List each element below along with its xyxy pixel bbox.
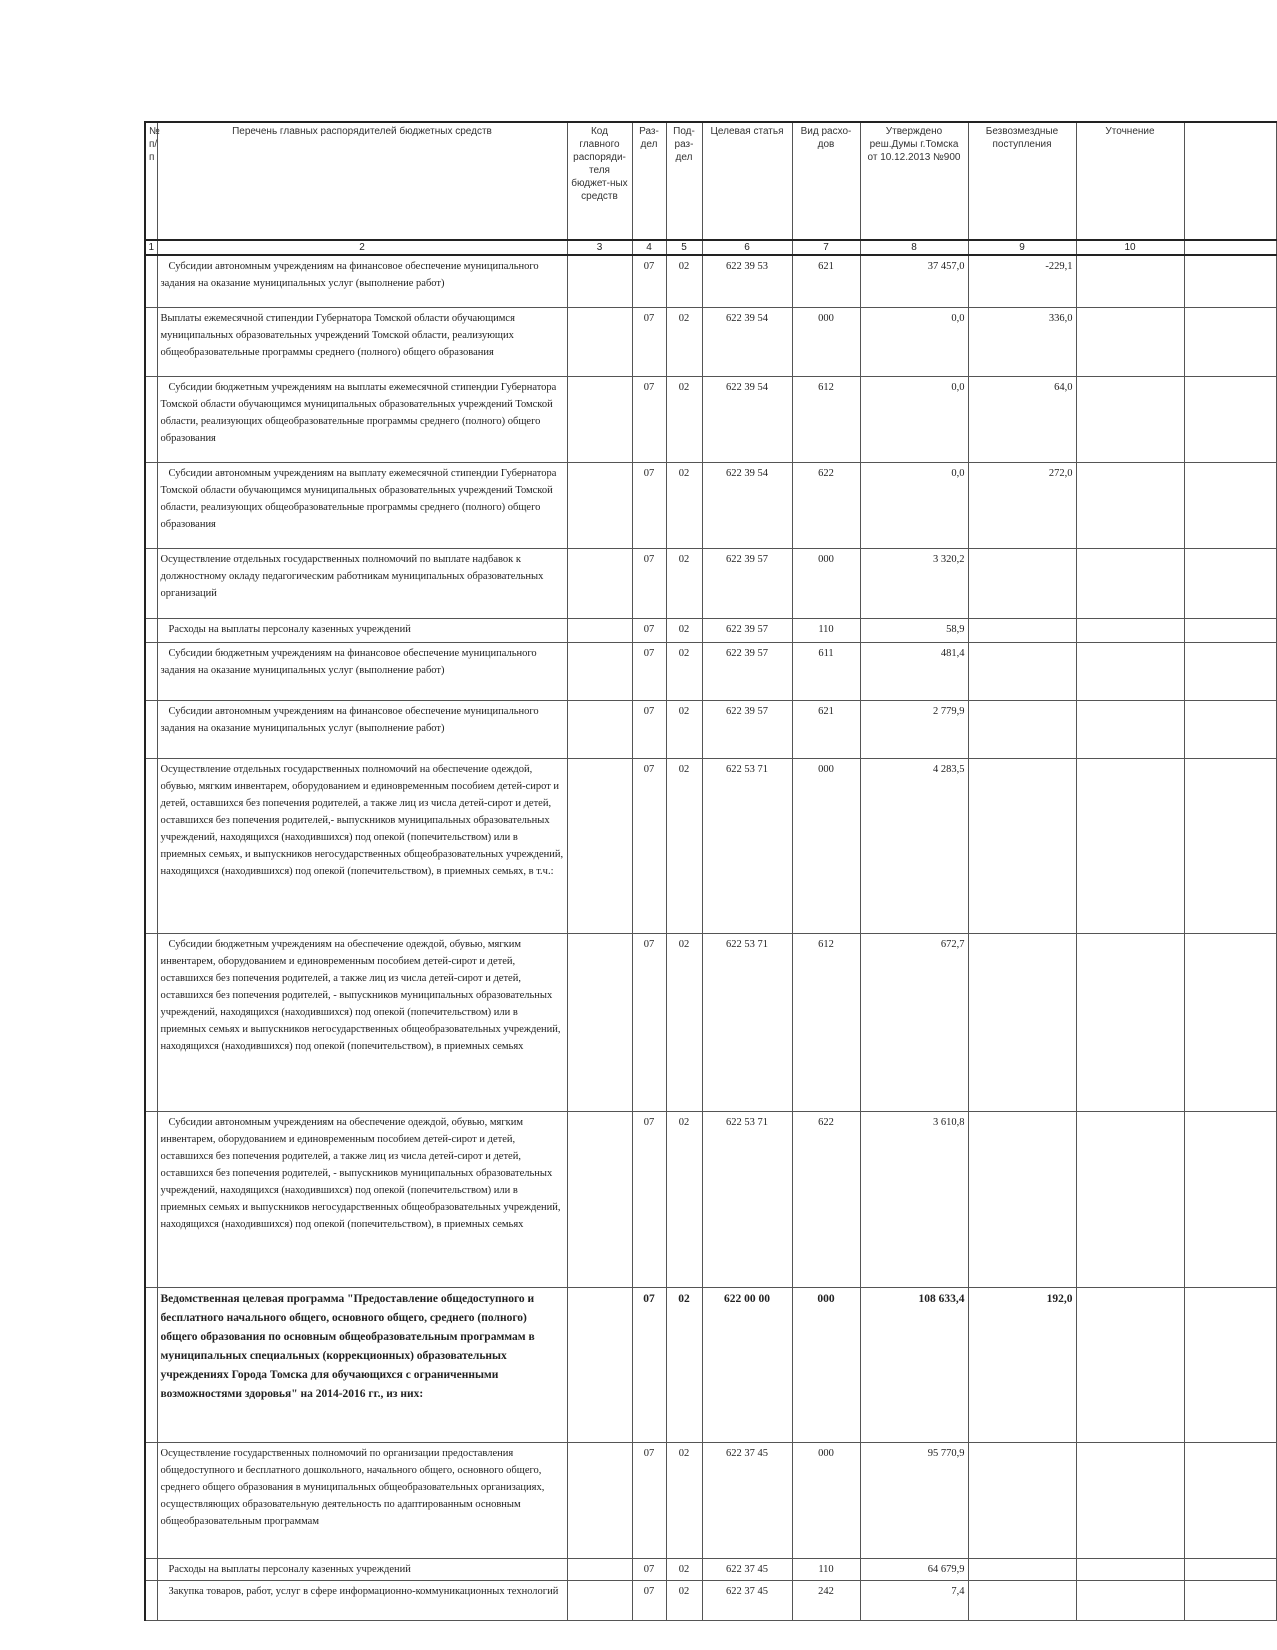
cell-extra	[1184, 1442, 1276, 1558]
cell-extra	[1184, 700, 1276, 758]
cell-name: Осуществление государственных полномочий по организации предоставления общедоступного и бесплатного дошкольного, начального общего, основного общего, среднего общего образования в муниципальных общеобразовательных организациях, осуществляющих образовательную деятельность по адаптированным основным общеобразовательным программам	[157, 1442, 567, 1558]
cell-refinement	[1076, 618, 1184, 642]
cell-refinement	[1076, 933, 1184, 1111]
cell-section: 07	[632, 700, 666, 758]
cell-grants	[968, 700, 1076, 758]
cell-extra	[1184, 758, 1276, 933]
cell-name: Закупка товаров, работ, услуг в сфере информационно-коммуникационных технологий	[157, 1580, 567, 1620]
cell-expense-type: 000	[792, 1287, 860, 1442]
cell-subsection: 02	[666, 618, 702, 642]
column-number: 9	[968, 240, 1076, 255]
cell-extra	[1184, 933, 1276, 1111]
cell-expense-type: 612	[792, 376, 860, 462]
table-row	[145, 933, 1276, 1111]
column-number: 8	[860, 240, 968, 255]
cell-approved: 0,0	[860, 462, 968, 548]
cell-target-article: 622 00 00	[702, 1287, 792, 1442]
cell-subsection: 02	[666, 255, 702, 307]
cell-section: 07	[632, 642, 666, 700]
column-number: 7	[792, 240, 860, 255]
cell-code	[567, 1580, 632, 1620]
cell-extra	[1184, 462, 1276, 548]
cell-section: 07	[632, 933, 666, 1111]
cell-target-article: 622 53 71	[702, 1111, 792, 1287]
cell-number	[145, 1580, 157, 1620]
cell-number	[145, 255, 157, 307]
cell-extra	[1184, 307, 1276, 376]
cell-name: Субсидии бюджетным учреждениям на финансовое обеспечение муниципального задания на оказание муниципальных услуг (выполнение работ)	[157, 642, 567, 700]
cell-extra	[1184, 1111, 1276, 1287]
cell-target-article: 622 39 54	[702, 462, 792, 548]
cell-grants: -229,1	[968, 255, 1076, 307]
cell-name: Субсидии автономным учреждениям на финансовое обеспечение муниципального задания на оказание муниципальных услуг (выполнение работ)	[157, 700, 567, 758]
cell-subsection: 02	[666, 758, 702, 933]
cell-expense-type: 000	[792, 1442, 860, 1558]
cell-expense-type: 611	[792, 642, 860, 700]
column-number-extra	[1184, 240, 1276, 255]
cell-refinement	[1076, 1442, 1184, 1558]
cell-grants	[968, 758, 1076, 933]
cell-approved: 64 679,9	[860, 1558, 968, 1580]
cell-name: Субсидии автономным учреждениям на финансовое обеспечение муниципального задания на оказание муниципальных услуг (выполнение работ)	[157, 255, 567, 307]
cell-code	[567, 1111, 632, 1287]
table-row	[145, 462, 1276, 548]
column-number: 4	[632, 240, 666, 255]
cell-subsection: 02	[666, 1287, 702, 1442]
cell-section: 07	[632, 1287, 666, 1442]
cell-target-article: 622 39 57	[702, 618, 792, 642]
cell-code	[567, 462, 632, 548]
cell-section: 07	[632, 758, 666, 933]
cell-subsection: 02	[666, 1558, 702, 1580]
cell-name: Субсидии автономным учреждениям на выплату ежемесячной стипендии Губернатора Томской области обучающимся муниципальных образовательных учреждений Томской области, реализующих общеобразовательные программы среднего (полного) общего образования	[157, 462, 567, 548]
cell-approved: 0,0	[860, 376, 968, 462]
cell-refinement	[1076, 462, 1184, 548]
cell-grants	[968, 1580, 1076, 1620]
cell-number	[145, 700, 157, 758]
cell-number	[145, 1558, 157, 1580]
cell-section: 07	[632, 255, 666, 307]
cell-expense-type: 622	[792, 1111, 860, 1287]
cell-extra	[1184, 1580, 1276, 1620]
cell-subsection: 02	[666, 376, 702, 462]
table-row	[145, 307, 1276, 376]
cell-refinement	[1076, 642, 1184, 700]
cell-expense-type: 621	[792, 700, 860, 758]
cell-refinement	[1076, 1558, 1184, 1580]
cell-approved: 37 457,0	[860, 255, 968, 307]
cell-subsection: 02	[666, 933, 702, 1111]
cell-section: 07	[632, 548, 666, 618]
cell-grants: 272,0	[968, 462, 1076, 548]
table-row	[145, 758, 1276, 933]
cell-approved: 95 770,9	[860, 1442, 968, 1558]
cell-refinement	[1076, 758, 1184, 933]
cell-name: Ведомственная целевая программа "Предоставление общедоступного и бесплатного начального общего, основного общего, среднего (полного) общего образования по основным общеобразовательным программам в муниципальных специальных (коррекционных) образовательных учреждениях Города Томска для обучающихся с ограниченными возможностями здоровья" на 2014-2016 гг., из них:	[157, 1287, 567, 1442]
header-target-article: Целевая статья	[702, 122, 792, 240]
header-code: Код главного распоряди-теля бюджет-ных средств	[567, 122, 632, 240]
cell-grants	[968, 642, 1076, 700]
cell-grants: 192,0	[968, 1287, 1076, 1442]
cell-approved: 7,4	[860, 1580, 968, 1620]
cell-code	[567, 307, 632, 376]
cell-approved: 2 779,9	[860, 700, 968, 758]
cell-target-article: 622 39 54	[702, 376, 792, 462]
cell-expense-type: 110	[792, 1558, 860, 1580]
cell-code	[567, 1442, 632, 1558]
table-row	[145, 1111, 1276, 1287]
table-row	[145, 642, 1276, 700]
cell-section: 07	[632, 1580, 666, 1620]
cell-name: Осуществление отдельных государственных полномочий по выплате надбавок к должностному окладу педагогическим работникам муниципальных образовательных организаций	[157, 548, 567, 618]
cell-code	[567, 1287, 632, 1442]
cell-section: 07	[632, 376, 666, 462]
cell-subsection: 02	[666, 307, 702, 376]
cell-name: Субсидии автономным учреждениям на обеспечение одеждой, обувью, мягким инвентарем, оборудованием и единовременным пособием детей-сирот и детей, оставшихся без попечения родителей, а также лиц из числа детей-сирот и детей, оставшихся без попечения родителей, - выпускников муниципальных образовательных учреждений, находящихся (находившихся) под опекой (попечительством) или в приемных семьях и выпускников негосударственных общеобразовательных учреждений, находящихся (находившихся) под опекой (попечительством), в приемных семьях	[157, 1111, 567, 1287]
cell-target-article: 622 53 71	[702, 933, 792, 1111]
cell-refinement	[1076, 1580, 1184, 1620]
cell-name: Расходы на выплаты персоналу казенных учреждений	[157, 618, 567, 642]
cell-number	[145, 933, 157, 1111]
cell-name: Расходы на выплаты персоналу казенных учреждений	[157, 1558, 567, 1580]
cell-refinement	[1076, 548, 1184, 618]
table-row	[145, 1558, 1276, 1580]
cell-section: 07	[632, 618, 666, 642]
cell-expense-type: 621	[792, 255, 860, 307]
cell-code	[567, 548, 632, 618]
cell-target-article: 622 39 57	[702, 548, 792, 618]
cell-refinement	[1076, 307, 1184, 376]
table-row	[145, 548, 1276, 618]
table-row	[145, 1287, 1276, 1442]
cell-number	[145, 618, 157, 642]
header-section: Раз-дел	[632, 122, 666, 240]
cell-grants	[968, 1558, 1076, 1580]
cell-subsection: 02	[666, 1442, 702, 1558]
cell-number	[145, 307, 157, 376]
cell-grants	[968, 933, 1076, 1111]
cell-number	[145, 1111, 157, 1287]
cell-target-article: 622 37 45	[702, 1580, 792, 1620]
table-body	[145, 255, 1276, 1620]
cell-code	[567, 700, 632, 758]
cell-expense-type: 000	[792, 307, 860, 376]
cell-name: Субсидии бюджетным учреждениям на выплаты ежемесячной стипендии Губернатора Томской области обучающимся муниципальных образовательных учреждений Томской области, реализующих общеобразовательные программы среднего (полного) общего образования	[157, 376, 567, 462]
cell-refinement	[1076, 255, 1184, 307]
column-number: 1	[145, 240, 157, 255]
cell-subsection: 02	[666, 1580, 702, 1620]
cell-expense-type: 000	[792, 548, 860, 618]
budget-table	[144, 121, 1277, 1621]
cell-grants: 64,0	[968, 376, 1076, 462]
cell-target-article: 622 37 45	[702, 1442, 792, 1558]
cell-extra	[1184, 548, 1276, 618]
cell-section: 07	[632, 1558, 666, 1580]
header-expense-type: Вид расхо-дов	[792, 122, 860, 240]
cell-target-article: 622 37 45	[702, 1558, 792, 1580]
table-row	[145, 618, 1276, 642]
cell-subsection: 02	[666, 642, 702, 700]
cell-target-article: 622 39 53	[702, 255, 792, 307]
column-number-row	[145, 240, 1276, 255]
column-number: 3	[567, 240, 632, 255]
cell-code	[567, 376, 632, 462]
cell-target-article: 622 53 71	[702, 758, 792, 933]
cell-number	[145, 548, 157, 618]
table-row	[145, 376, 1276, 462]
cell-subsection: 02	[666, 1111, 702, 1287]
cell-subsection: 02	[666, 462, 702, 548]
cell-subsection: 02	[666, 700, 702, 758]
cell-extra	[1184, 376, 1276, 462]
cell-expense-type: 612	[792, 933, 860, 1111]
cell-name: Выплаты ежемесячной стипендии Губернатора Томской области обучающимся муниципальных образовательных учреждений Томской области, реализующих общеобразовательные программы среднего (полного) общего образования	[157, 307, 567, 376]
cell-expense-type: 622	[792, 462, 860, 548]
cell-number	[145, 1442, 157, 1558]
cell-expense-type: 000	[792, 758, 860, 933]
cell-extra	[1184, 618, 1276, 642]
header-subsection: Под-раз-дел	[666, 122, 702, 240]
cell-approved: 481,4	[860, 642, 968, 700]
cell-target-article: 622 39 57	[702, 700, 792, 758]
cell-number	[145, 642, 157, 700]
cell-approved: 672,7	[860, 933, 968, 1111]
cell-grants	[968, 618, 1076, 642]
cell-name: Осуществление отдельных государственных полномочий на обеспечение одеждой, обувью, мягким инвентарем, оборудованием и единовременным пособием детей-сирот и детей, оставшихся без попечения родителей, а также лиц из числа детей-сирот и детей, оставшихся без попечения родителей,- выпускников муниципальных образовательных учреждений, находящихся (находившихся) под опекой (попечительством) или в приемных семьях, и выпускников негосударственных общеобразовательных учреждений, находящихся (находившихся) под опекой (попечительством), в приемных семьях, в т.ч.:	[157, 758, 567, 933]
cell-target-article: 622 39 57	[702, 642, 792, 700]
header-number: № п/п	[145, 122, 157, 240]
cell-subsection: 02	[666, 548, 702, 618]
cell-number	[145, 758, 157, 933]
table-row	[145, 700, 1276, 758]
header-extra	[1184, 122, 1276, 240]
cell-number	[145, 1287, 157, 1442]
cell-approved: 58,9	[860, 618, 968, 642]
table-row	[145, 255, 1276, 307]
column-number: 2	[157, 240, 567, 255]
cell-extra	[1184, 1287, 1276, 1442]
cell-grants	[968, 548, 1076, 618]
cell-code	[567, 1558, 632, 1580]
cell-code	[567, 618, 632, 642]
cell-approved: 3 320,2	[860, 548, 968, 618]
table-row	[145, 1580, 1276, 1620]
cell-refinement	[1076, 376, 1184, 462]
header-refinement: Уточнение	[1076, 122, 1184, 240]
cell-code	[567, 642, 632, 700]
cell-section: 07	[632, 307, 666, 376]
cell-grants	[968, 1442, 1076, 1558]
cell-code	[567, 255, 632, 307]
table-header-row	[145, 122, 1276, 240]
cell-section: 07	[632, 462, 666, 548]
cell-number	[145, 462, 157, 548]
cell-approved: 4 283,5	[860, 758, 968, 933]
header-list: Перечень главных распорядителей бюджетных средств	[157, 122, 567, 240]
cell-approved: 0,0	[860, 307, 968, 376]
cell-grants	[968, 1111, 1076, 1287]
cell-refinement	[1076, 1111, 1184, 1287]
cell-section: 07	[632, 1442, 666, 1558]
cell-extra	[1184, 1558, 1276, 1580]
cell-refinement	[1076, 1287, 1184, 1442]
cell-grants: 336,0	[968, 307, 1076, 376]
header-grants: Безвозмездные поступления	[968, 122, 1076, 240]
header-approved: Утверждено реш.Думы г.Томска от 10.12.2013 №900	[860, 122, 968, 240]
cell-approved: 3 610,8	[860, 1111, 968, 1287]
cell-approved: 108 633,4	[860, 1287, 968, 1442]
cell-expense-type: 110	[792, 618, 860, 642]
column-number: 6	[702, 240, 792, 255]
column-number: 10	[1076, 240, 1184, 255]
cell-section: 07	[632, 1111, 666, 1287]
cell-extra	[1184, 255, 1276, 307]
cell-code	[567, 758, 632, 933]
cell-refinement	[1076, 700, 1184, 758]
cell-target-article: 622 39 54	[702, 307, 792, 376]
cell-number	[145, 376, 157, 462]
cell-name: Субсидии бюджетным учреждениям на обеспечение одеждой, обувью, мягким инвентарем, оборудованием и единовременным пособием детей-сирот и детей, оставшихся без попечения родителей, а также лиц из числа детей-сирот и детей, оставшихся без попечения родителей, - выпускников муниципальных образовательных учреждений, находящихся (находившихся) под опекой (попечительством) или в приемных семьях и выпускников негосударственных общеобразовательных учреждений, находящихся (находившихся) под опекой (попечительством), в приемных семьях	[157, 933, 567, 1111]
column-number: 5	[666, 240, 702, 255]
cell-expense-type: 242	[792, 1580, 860, 1620]
cell-code	[567, 933, 632, 1111]
cell-extra	[1184, 642, 1276, 700]
table-row	[145, 1442, 1276, 1558]
